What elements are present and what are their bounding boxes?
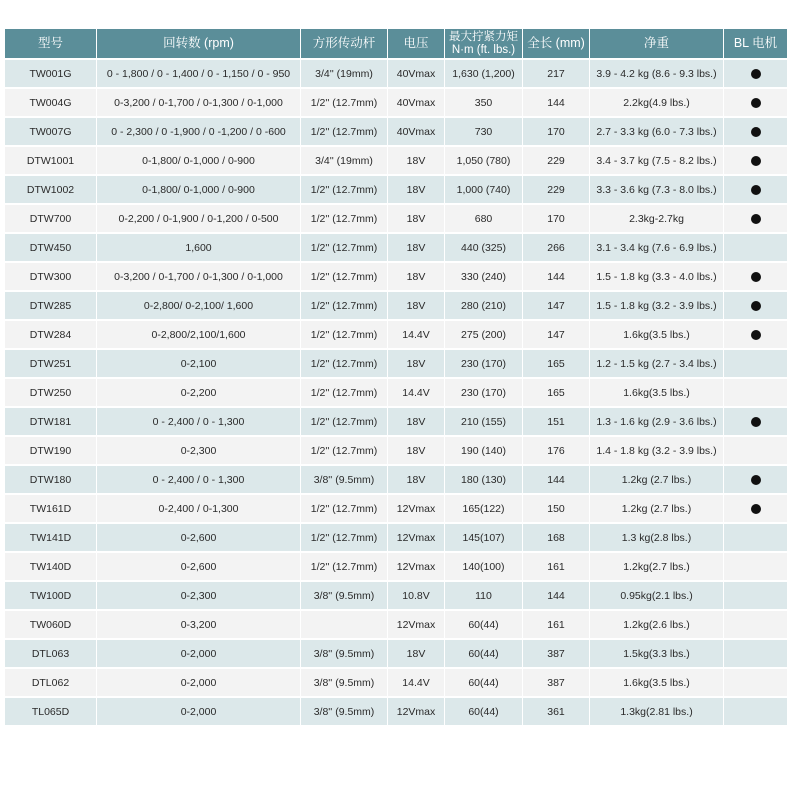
header-rpm: 回转数 (rpm) [97,29,300,58]
cell-bl-motor [724,582,787,609]
cell-torque: 275 (200) [445,321,522,348]
cell-weight: 1.3 kg(2.8 lbs.) [590,524,723,551]
cell-model: DTW180 [5,466,96,493]
cell-model: DTW700 [5,205,96,232]
cell-drive: 3/8'' (9.5mm) [301,698,387,725]
cell-rpm: 0-1,800/ 0-1,000 / 0-900 [97,176,300,203]
cell-drive: 1/2'' (12.7mm) [301,350,387,377]
table-row [5,205,787,232]
cell-voltage: 12Vmax [388,611,444,638]
cell-weight: 1.6kg(3.5 lbs.) [590,379,723,406]
cell-rpm: 0-2,000 [97,698,300,725]
cell-weight: 1.4 - 1.8 kg (3.2 - 3.9 lbs.) [590,437,723,464]
cell-voltage: 12Vmax [388,495,444,522]
cell-bl-motor [724,321,787,348]
cell-model: TW141D [5,524,96,551]
cell-length: 170 [523,205,589,232]
cell-torque: 210 (155) [445,408,522,435]
cell-torque: 730 [445,118,522,145]
table-row [5,437,787,464]
cell-voltage: 18V [388,437,444,464]
cell-torque: 180 (130) [445,466,522,493]
cell-model: DTL062 [5,669,96,696]
cell-drive: 1/2'' (12.7mm) [301,553,387,580]
bl-motor-dot-icon [751,301,761,311]
cell-bl-motor [724,263,787,290]
cell-rpm: 0 - 2,400 / 0 - 1,300 [97,466,300,493]
cell-voltage: 18V [388,176,444,203]
table-row [5,698,787,725]
cell-rpm: 0 - 2,300 / 0 -1,900 / 0 -1,200 / 0 -600 [97,118,300,145]
cell-model: DTW450 [5,234,96,261]
cell-length: 168 [523,524,589,551]
cell-model: DTW181 [5,408,96,435]
table-row [5,118,787,145]
cell-weight: 1.5 - 1.8 kg (3.3 - 4.0 lbs.) [590,263,723,290]
cell-torque: 680 [445,205,522,232]
cell-voltage: 40Vmax [388,60,444,87]
cell-drive [301,611,387,638]
cell-rpm: 0-2,200 / 0-1,900 / 0-1,200 / 0-500 [97,205,300,232]
table-row [5,669,787,696]
table-row [5,263,787,290]
cell-voltage: 12Vmax [388,524,444,551]
header-row [5,29,787,58]
table-row [5,582,787,609]
bl-motor-dot-icon [751,127,761,137]
cell-bl-motor [724,408,787,435]
cell-bl-motor [724,89,787,116]
cell-voltage: 18V [388,234,444,261]
cell-length: 144 [523,466,589,493]
bl-motor-dot-icon [751,330,761,340]
cell-voltage: 12Vmax [388,698,444,725]
cell-length: 170 [523,118,589,145]
cell-weight: 1.2kg(2.6 lbs.) [590,611,723,638]
cell-model: TW004G [5,89,96,116]
spec-table [4,27,788,727]
cell-model: DTW285 [5,292,96,319]
header-bl-motor: BL 电机 [724,29,787,58]
cell-drive: 1/2'' (12.7mm) [301,524,387,551]
cell-rpm: 0-2,300 [97,582,300,609]
cell-drive: 1/2'' (12.7mm) [301,379,387,406]
cell-length: 165 [523,379,589,406]
bl-motor-dot-icon [751,69,761,79]
cell-torque: 440 (325) [445,234,522,261]
cell-weight: 1.5kg(3.3 lbs.) [590,640,723,667]
cell-torque: 1,050 (780) [445,147,522,174]
cell-rpm: 0-3,200 / 0-1,700 / 0-1,300 / 0-1,000 [97,89,300,116]
cell-length: 147 [523,292,589,319]
bl-motor-dot-icon [751,214,761,224]
cell-voltage: 14.4V [388,379,444,406]
cell-weight: 0.95kg(2.1 lbs.) [590,582,723,609]
cell-model: TW001G [5,60,96,87]
table-row [5,176,787,203]
cell-drive: 3/4'' (19mm) [301,60,387,87]
cell-torque: 60(44) [445,698,522,725]
cell-bl-motor [724,379,787,406]
cell-drive: 3/8'' (9.5mm) [301,640,387,667]
cell-weight: 3.4 - 3.7 kg (7.5 - 8.2 lbs.) [590,147,723,174]
cell-length: 144 [523,263,589,290]
cell-weight: 3.1 - 3.4 kg (7.6 - 6.9 lbs.) [590,234,723,261]
cell-rpm: 1,600 [97,234,300,261]
table-row [5,147,787,174]
cell-rpm: 0-2,400 / 0-1,300 [97,495,300,522]
table-row [5,379,787,406]
cell-rpm: 0-2,000 [97,640,300,667]
table-row [5,60,787,87]
cell-drive: 1/2'' (12.7mm) [301,176,387,203]
cell-weight: 1.2 - 1.5 kg (2.7 - 3.4 lbs.) [590,350,723,377]
cell-drive: 1/2'' (12.7mm) [301,292,387,319]
cell-drive: 1/2'' (12.7mm) [301,263,387,290]
cell-torque: 60(44) [445,640,522,667]
cell-bl-motor [724,495,787,522]
cell-bl-motor [724,176,787,203]
cell-model: TW140D [5,553,96,580]
cell-weight: 1.6kg(3.5 lbs.) [590,321,723,348]
bl-motor-dot-icon [751,98,761,108]
cell-length: 176 [523,437,589,464]
header-voltage: 电压 [388,29,444,58]
cell-torque: 60(44) [445,669,522,696]
bl-motor-dot-icon [751,475,761,485]
cell-torque: 165(122) [445,495,522,522]
cell-model: TW100D [5,582,96,609]
cell-model: DTW284 [5,321,96,348]
cell-weight: 2.2kg(4.9 lbs.) [590,89,723,116]
cell-model: DTW1001 [5,147,96,174]
cell-voltage: 10.8V [388,582,444,609]
table-row [5,350,787,377]
cell-drive: 1/2'' (12.7mm) [301,495,387,522]
cell-voltage: 18V [388,466,444,493]
cell-drive: 1/2'' (12.7mm) [301,321,387,348]
cell-model: TW060D [5,611,96,638]
cell-length: 144 [523,89,589,116]
cell-bl-motor [724,437,787,464]
cell-rpm: 0-2,600 [97,553,300,580]
header-torque [445,29,522,58]
cell-drive: 1/2'' (12.7mm) [301,205,387,232]
cell-length: 229 [523,147,589,174]
cell-length: 361 [523,698,589,725]
cell-rpm: 0-2,800/ 0-2,100/ 1,600 [97,292,300,319]
table-row [5,611,787,638]
cell-bl-motor [724,640,787,667]
cell-voltage: 14.4V [388,669,444,696]
cell-torque: 110 [445,582,522,609]
cell-voltage: 18V [388,640,444,667]
cell-model: DTW190 [5,437,96,464]
cell-rpm: 0-2,200 [97,379,300,406]
cell-rpm: 0-2,100 [97,350,300,377]
cell-length: 144 [523,582,589,609]
cell-bl-motor [724,350,787,377]
cell-voltage: 18V [388,147,444,174]
cell-weight: 1.3kg(2.81 lbs.) [590,698,723,725]
table-row [5,89,787,116]
header-weight: 净重 [590,29,723,58]
cell-bl-motor [724,147,787,174]
cell-weight: 3.9 - 4.2 kg (8.6 - 9.3 lbs.) [590,60,723,87]
cell-model: TW007G [5,118,96,145]
cell-length: 165 [523,350,589,377]
bl-motor-dot-icon [751,185,761,195]
cell-torque: 230 (170) [445,379,522,406]
cell-model: DTW300 [5,263,96,290]
cell-bl-motor [724,524,787,551]
cell-model: DTL063 [5,640,96,667]
cell-rpm: 0-1,800/ 0-1,000 / 0-900 [97,147,300,174]
header-model: 型号 [5,29,96,58]
cell-length: 217 [523,60,589,87]
bl-motor-dot-icon [751,272,761,282]
cell-torque: 280 (210) [445,292,522,319]
cell-rpm: 0-2,800/2,100/1,600 [97,321,300,348]
cell-bl-motor [724,292,787,319]
cell-weight: 1.5 - 1.8 kg (3.2 - 3.9 lbs.) [590,292,723,319]
cell-rpm: 0-2,600 [97,524,300,551]
cell-weight: 1.2kg (2.7 lbs.) [590,466,723,493]
cell-length: 161 [523,611,589,638]
cell-drive: 3/8'' (9.5mm) [301,669,387,696]
bl-motor-dot-icon [751,156,761,166]
cell-length: 266 [523,234,589,261]
cell-length: 151 [523,408,589,435]
cell-model: DTW251 [5,350,96,377]
header-torque-line2: N·m (ft. lbs.) [451,43,516,56]
cell-torque: 145(107) [445,524,522,551]
cell-bl-motor [724,669,787,696]
cell-rpm: 0-2,000 [97,669,300,696]
cell-rpm: 0 - 1,800 / 0 - 1,400 / 0 - 1,150 / 0 - 950 [97,60,300,87]
cell-torque: 1,630 (1,200) [445,60,522,87]
cell-voltage: 14.4V [388,321,444,348]
table-row [5,234,787,261]
cell-voltage: 18V [388,350,444,377]
cell-drive: 3/8'' (9.5mm) [301,466,387,493]
cell-torque: 230 (170) [445,350,522,377]
cell-voltage: 18V [388,263,444,290]
cell-torque: 350 [445,89,522,116]
cell-model: TW161D [5,495,96,522]
header-torque-line1: 最大拧紧力矩 [449,30,518,43]
cell-model: DTW250 [5,379,96,406]
cell-weight: 1.2kg(2.7 lbs.) [590,553,723,580]
cell-weight: 1.2kg (2.7 lbs.) [590,495,723,522]
cell-length: 387 [523,669,589,696]
cell-weight: 2.7 - 3.3 kg (6.0 - 7.3 lbs.) [590,118,723,145]
cell-voltage: 18V [388,408,444,435]
cell-drive: 3/8'' (9.5mm) [301,582,387,609]
cell-length: 161 [523,553,589,580]
table-row [5,292,787,319]
cell-rpm: 0-3,200 / 0-1,700 / 0-1,300 / 0-1,000 [97,263,300,290]
cell-voltage: 12Vmax [388,553,444,580]
cell-torque: 190 (140) [445,437,522,464]
cell-length: 150 [523,495,589,522]
cell-weight: 1.3 - 1.6 kg (2.9 - 3.6 lbs.) [590,408,723,435]
cell-bl-motor [724,466,787,493]
table-row [5,408,787,435]
spec-table-body [5,60,787,725]
header-drive: 方形传动杆 [301,29,387,58]
cell-length: 387 [523,640,589,667]
table-row [5,640,787,667]
cell-drive: 3/4'' (19mm) [301,147,387,174]
cell-bl-motor [724,611,787,638]
table-row [5,524,787,551]
cell-bl-motor [724,205,787,232]
cell-length: 229 [523,176,589,203]
cell-drive: 1/2'' (12.7mm) [301,408,387,435]
bl-motor-dot-icon [751,504,761,514]
cell-torque: 330 (240) [445,263,522,290]
cell-bl-motor [724,698,787,725]
cell-weight: 1.6kg(3.5 lbs.) [590,669,723,696]
cell-torque: 1,000 (740) [445,176,522,203]
cell-voltage: 18V [388,292,444,319]
cell-model: TL065D [5,698,96,725]
cell-drive: 1/2'' (12.7mm) [301,89,387,116]
table-row [5,466,787,493]
table-row [5,495,787,522]
table-row [5,553,787,580]
table-row [5,321,787,348]
cell-drive: 1/2'' (12.7mm) [301,437,387,464]
cell-length: 147 [523,321,589,348]
cell-model: DTW1002 [5,176,96,203]
cell-rpm: 0-3,200 [97,611,300,638]
cell-voltage: 40Vmax [388,89,444,116]
cell-rpm: 0 - 2,400 / 0 - 1,300 [97,408,300,435]
cell-bl-motor [724,60,787,87]
bl-motor-dot-icon [751,417,761,427]
cell-torque: 60(44) [445,611,522,638]
cell-voltage: 40Vmax [388,118,444,145]
cell-rpm: 0-2,300 [97,437,300,464]
cell-weight: 3.3 - 3.6 kg (7.3 - 8.0 lbs.) [590,176,723,203]
cell-weight: 2.3kg-2.7kg [590,205,723,232]
cell-drive: 1/2'' (12.7mm) [301,234,387,261]
cell-torque: 140(100) [445,553,522,580]
header-length: 全长 (mm) [523,29,589,58]
cell-bl-motor [724,234,787,261]
cell-drive: 1/2'' (12.7mm) [301,118,387,145]
cell-bl-motor [724,118,787,145]
cell-bl-motor [724,553,787,580]
cell-voltage: 18V [388,205,444,232]
